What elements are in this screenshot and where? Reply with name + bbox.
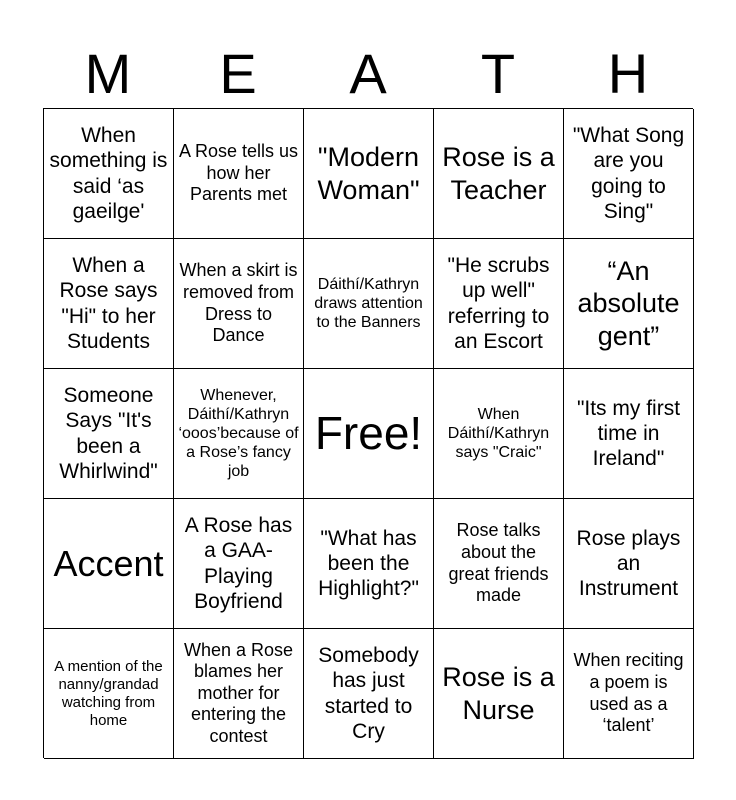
cell-text: "Its my first time in Ireland" [576, 396, 681, 471]
cell-text: A Rose tells us how her Parents met [178, 141, 299, 205]
cell-text: "What has been the Highlight?" [318, 526, 419, 601]
cell-text: "He scrubs up well" referring to an Escort [447, 254, 550, 353]
header-letter-m: M [84, 42, 132, 105]
bingo-header [43, 40, 693, 108]
cell-text: Rose is a Nurse [442, 662, 555, 725]
bingo-cell[interactable] [174, 499, 304, 629]
cell-text: A Rose has a GAA-Playing Boyfriend [184, 514, 293, 613]
header-letter-e: E [219, 42, 257, 105]
cell-text: Somebody has just started to Cry [318, 644, 419, 743]
bingo-cell[interactable] [434, 499, 564, 629]
cell-text: When something is said ‘as gaeilge' [49, 124, 168, 223]
cell-text: When a Rose blames her mother for entering the contest [183, 639, 294, 746]
bingo-grid [43, 108, 693, 758]
cell-text: Rose plays an Instrument [576, 526, 681, 601]
bingo-cell[interactable] [304, 239, 434, 369]
cell-text: When reciting a poem is used as a ‘talent’ [573, 650, 684, 736]
bingo-cell[interactable] [564, 629, 694, 759]
cell-text: When a Rose says "Hi" to her Students [59, 254, 158, 353]
bingo-cell[interactable] [434, 239, 564, 369]
bingo-cell[interactable] [304, 629, 434, 759]
bingo-cell[interactable] [564, 239, 694, 369]
cell-text: "What Song are you going to Sing" [572, 124, 685, 223]
bingo-cell[interactable] [304, 499, 434, 629]
bingo-cell[interactable] [304, 369, 434, 499]
cell-text: Someone Says "It's been a Whirlwind" [59, 384, 158, 483]
bingo-cell[interactable] [434, 369, 564, 499]
bingo-cell[interactable] [44, 629, 174, 759]
cell-text: A mention of the nanny/grandad watching from home [54, 657, 163, 729]
bingo-cell[interactable] [564, 499, 694, 629]
cell-text: Whenever, Dáithí/Kathryn ‘ooos’because of a Rose’s fancy job [178, 386, 299, 481]
cell-text: Dáithí/Kathryn draws attention to the Banners [314, 275, 423, 332]
bingo-cell[interactable] [174, 109, 304, 239]
bingo-cell[interactable] [434, 629, 564, 759]
bingo-cell[interactable] [304, 109, 434, 239]
header-letter-h: H [607, 42, 649, 105]
cell-text: When a skirt is removed from Dress to Dance [179, 260, 298, 346]
bingo-cell[interactable] [434, 109, 564, 239]
header-letter-t: T [480, 42, 516, 105]
bingo-cell[interactable] [44, 499, 174, 629]
cell-text: When Dáithí/Kathryn says "Craic" [447, 405, 550, 462]
cell-text: Rose talks about the great friends made [448, 520, 549, 606]
cell-text: "Modern Woman" [317, 142, 420, 205]
free-space: Free! [314, 406, 423, 459]
bingo-cell[interactable] [174, 239, 304, 369]
cell-text: Rose is a Teacher [442, 142, 555, 205]
bingo-cell[interactable] [174, 629, 304, 759]
bingo-cell[interactable] [44, 239, 174, 369]
cell-text: “An absolute gent” [577, 255, 680, 351]
bingo-cell[interactable] [44, 369, 174, 499]
bingo-cell[interactable] [44, 109, 174, 239]
cell-text: Accent [53, 542, 164, 584]
bingo-cell[interactable] [174, 369, 304, 499]
header-letter-a: A [349, 42, 387, 105]
bingo-cell[interactable] [564, 369, 694, 499]
bingo-cell[interactable] [564, 109, 694, 239]
